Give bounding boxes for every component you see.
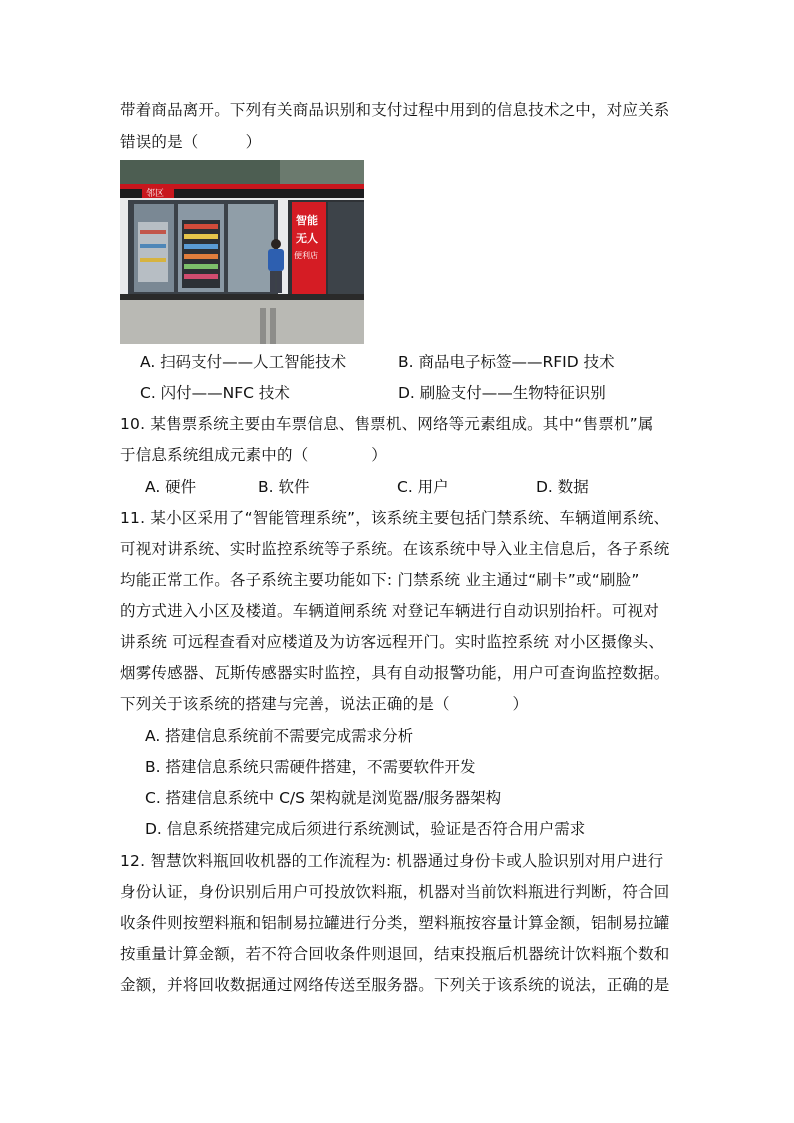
q11-text-line-6: 烟雾传感器、瓦斯传感器实时监控，具有自动报警功能，用户可查询监控数据。: [120, 664, 670, 682]
q12-text-line-4: 按重量计算金额，若不符合回收条件则退回，结束投瓶后机器统计饮料瓶个数和: [120, 945, 670, 963]
q10-option-c[interactable]: C. 用户: [397, 478, 449, 496]
q10-option-d[interactable]: D. 数据: [536, 478, 589, 496]
sign-brand: 邻区: [146, 189, 165, 199]
q12-text-line-3: 收条件则按塑料瓶和铝制易拉罐进行分类，塑料瓶按容量计算金额，铝制易拉罐: [120, 914, 670, 932]
q12-text-line-1: 12. 智慧饮料瓶回收机器的工作流程为: 机器通过身份卡或人脸识别对用户进行: [120, 852, 664, 870]
q11-text-line-3: 均能正常工作。各子系统主要功能如下: 门禁系统 业主通过“刷卡”或“刷脸”: [120, 571, 640, 589]
store-photo: [120, 160, 364, 344]
q11-text-line-5: 讲系统 可远程查看对应楼道及为访客远程开门。实时监控系统 对小区摄像头、: [120, 633, 665, 651]
q11-text-line-2: 可视对讲系统、实时监控系统等子系统。在该系统中导入业主信息后，各子系统: [120, 540, 670, 558]
q9-option-d[interactable]: D. 刷脸支付——生物特征识别: [398, 384, 606, 402]
q11-text-line-1: 11. 某小区采用了“智能管理系统”，该系统主要包括门禁系统、车辆道闸系统、: [120, 509, 670, 527]
q12-text-line-5: 金额，并将回收数据通过网络传送至服务器。下列关于该系统的说法，正确的是: [120, 976, 670, 994]
q11-option-d[interactable]: D. 信息系统搭建完成后须进行系统测试，验证是否符合用户需求: [145, 820, 586, 838]
q10-option-b[interactable]: B. 软件: [258, 478, 310, 496]
q9-text-line-2: 错误的是（ ）: [120, 133, 262, 151]
q9-option-c[interactable]: C. 闪付——NFC 技术: [140, 384, 290, 402]
q12-text-line-2: 身份认证，身份识别后用户可投放饮料瓶，机器对当前饮料瓶进行判断，符合回: [120, 883, 670, 901]
sign-line-3: 便利店: [294, 251, 318, 260]
q9-option-b[interactable]: B. 商品电子标签——RFID 技术: [398, 353, 615, 371]
q11-text-line-4: 的方式进入小区及楼道。车辆道闸系统 对登记车辆进行自动识别抬杆。可视对: [120, 602, 659, 620]
q9-option-a[interactable]: A. 扫码支付——人工智能技术: [140, 353, 347, 371]
sign-line-1: 智能: [296, 214, 318, 227]
q10-option-a[interactable]: A. 硬件: [145, 478, 197, 496]
q11-option-b[interactable]: B. 搭建信息系统只需硬件搭建，不需要软件开发: [145, 758, 476, 776]
q11-text-line-7: 下列关于该系统的搭建与完善，说法正确的是（ ）: [120, 695, 529, 713]
q11-option-a[interactable]: A. 搭建信息系统前不需要完成需求分析: [145, 727, 414, 745]
q10-text-line-2: 于信息系统组成元素中的（ ）: [120, 446, 387, 464]
sign-line-2: 无人: [296, 232, 318, 245]
q9-text-line-1: 带着商品离开。下列有关商品识别和支付过程中用到的信息技术之中，对应关系: [120, 101, 670, 119]
q11-option-c[interactable]: C. 搭建信息系统中 C/S 架构就是浏览器/服务器架构: [145, 789, 502, 807]
q10-text-line-1: 10. 某售票系统主要由车票信息、售票机、网络等元素组成。其中“售票机”属: [120, 415, 654, 433]
